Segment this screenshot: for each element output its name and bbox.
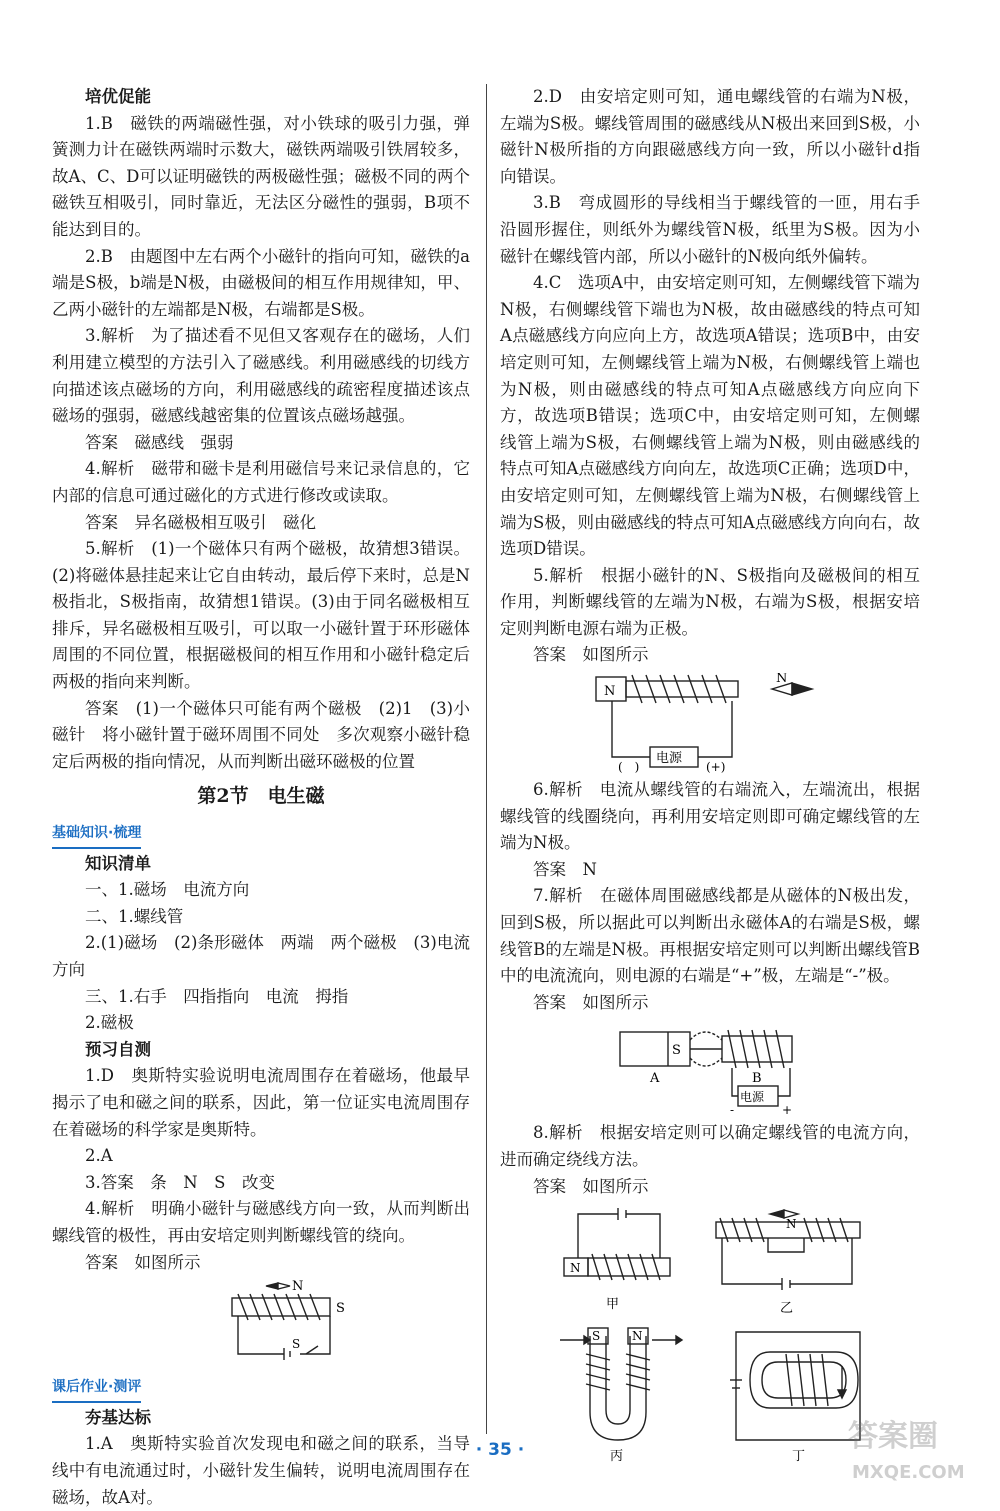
fig-r7-A: A bbox=[650, 1071, 660, 1087]
fig-r7-S: S bbox=[672, 1043, 681, 1059]
fig-r5-minus: ( ) bbox=[618, 760, 640, 774]
homework-b1: 1.A 奥斯特实验首次发现电和磁之间的联系，当导线中有电流通过时，小磁针发生偏转，说明电流周围存在磁场，故A对。 bbox=[52, 1434, 470, 1507]
answer-r6-key: 答案 N bbox=[533, 859, 597, 879]
fig-r7-minus: - bbox=[730, 1103, 735, 1117]
answer-r4: 4.C 选项A中，由安培定则可知，左侧螺线管下端为N极，右侧螺线管下端也为N极，故由磁感线的特点可知A点磁感线方向应向上方，故选项A错误；选项B中，由安培定则可知，左侧螺线管上端为N极，右侧螺线管上端也为N极，则由磁感线的特点可知A点磁感线方向应向下方，故选项B错误；选项C中，由安培定则可知，左侧螺线管上端为S极，右侧螺线管上端为N极，则由磁感线的特点可知A点磁感线方向向左，故选项C正确；选项D中，由安培定则可知，左侧螺线管上端为N极，右侧螺线管上端为S极，则由磁感线的特点可知A点磁感线方向向右，故选项D错误。 bbox=[500, 273, 920, 559]
fig-r5-plus: (+) bbox=[706, 760, 726, 774]
section-title: 第2节 电生磁 bbox=[197, 785, 325, 808]
list-line-4: 三、1.右手 四指指向 电流 拇指 bbox=[85, 986, 349, 1006]
section-bar-basics: 基础知识·梳理 bbox=[52, 820, 141, 849]
answer-p3-key: 答案 磁感线 强弱 bbox=[85, 432, 234, 452]
answer-p5-key: 答案 (1)一个磁体只可能有两个磁极 (2)1 (3)小磁针 将小磁针置于磁环周围不同处 多次观察小磁针稳定后两极的指向情况，从而判断出磁环磁极的位置 bbox=[52, 698, 470, 771]
heading-preview: 预习自测 bbox=[85, 1039, 151, 1059]
heading-peiyou: 培优促能 bbox=[85, 87, 151, 106]
list-line-1: 一、1.磁场 电流方向 bbox=[85, 880, 250, 900]
preview-q3: 3.答案 条 N S 改变 bbox=[85, 1172, 275, 1192]
fig-r5-N: N bbox=[604, 684, 616, 700]
list-line-5: 2.磁极 bbox=[85, 1013, 134, 1033]
heading-knowledge-list: 知识清单 bbox=[85, 853, 151, 873]
caption-bing: 丙 bbox=[610, 1449, 624, 1465]
answer-p2: 2.B 由题图中左右两个小磁针的指向可知，磁铁的a端是S极，b端是N极，由磁极间的相互作用规律知，甲、乙两小磁针的左端都是N极，右端都是S极。 bbox=[52, 246, 470, 319]
answer-p5: 5.解析 (1)一个磁体只有两个磁极，故猜想3错误。(2)将磁体悬挂起来让它自由转动，最后停下来时，总是N极指北，S极指南，故猜想1错误。(3)由于同名磁极相互排斥，异名磁极相互吸引，可以取一小磁针置于环形磁体周围的不同位置，根据磁极间的相互作用和小磁针稳定后两极的指向来判断。 bbox=[52, 539, 470, 692]
figure-q4-solenoid bbox=[52, 1280, 470, 1366]
column-divider bbox=[486, 84, 487, 1434]
preview-q1: 1.D 奥斯特实验说明电流周围存在着磁场，他最早揭示了电和磁之间的联系，因此，第一位证实电流周围存在着磁场的科学家是奥斯特。 bbox=[52, 1066, 470, 1139]
page-number: · 35 · bbox=[475, 1440, 525, 1460]
preview-q4: 4.解析 明确小磁针与磁感线方向一致，从而判断出螺线管的极性，再由安培定则判断螺线管的绕向。 bbox=[52, 1199, 470, 1245]
answer-r5-key: 答案 如图所示 bbox=[533, 645, 649, 665]
right-column bbox=[500, 84, 920, 1470]
caption-ding: 丁 bbox=[792, 1449, 806, 1465]
answer-r2: 2.D 由安培定则可知，通电螺线管的右端为N极，左端为S极。螺线管周围的磁感线从N极出来回到S极，小磁针N极所指的方向跟磁感线方向一致，所以小磁针d指向错误。 bbox=[500, 87, 920, 186]
heading-base: 夯基达标 bbox=[85, 1407, 151, 1427]
answer-r7-key: 答案 如图所示 bbox=[533, 992, 649, 1012]
answer-r8: 8.解析 根据安培定则可以确定螺线管的电流方向，进而确定绕线方法。 bbox=[500, 1123, 920, 1169]
answer-p3: 3.解析 为了描述看不见但又客观存在的磁场，人们利用建立模型的方法引入了磁感线。利用磁感线的切线方向描述该点磁场的方向，利用磁感线的疏密程度描述该点磁场的强弱，磁感线越密集的位置该点磁场越强。 bbox=[52, 326, 470, 426]
fig-r5-arrow-N: N bbox=[776, 673, 788, 687]
fig-r7-B: B bbox=[752, 1071, 762, 1087]
figure-r7-magnet bbox=[500, 1020, 920, 1116]
answer-r8-key: 答案 如图所示 bbox=[533, 1176, 649, 1196]
answer-p4-key: 答案 异名磁极相互吸引 磁化 bbox=[85, 512, 316, 532]
section-bar-homework: 课后作业·测评 bbox=[52, 1374, 141, 1403]
fig-q4-switch: S bbox=[292, 1337, 301, 1352]
watermark-top: 答案圈 bbox=[848, 1419, 938, 1454]
fig-r8-yi-N: N bbox=[786, 1217, 797, 1232]
preview-q2: 2.A bbox=[85, 1146, 113, 1166]
answer-r7: 7.解析 在磁体周围磁感线都是从磁体的N极出发，回到S极，所以据此可以判断出永磁体A的右端是S极，螺线管B的左端是N极。再根据安培定则可以判断出螺线管B中的电流流向，则电源的右端是“+”极，左端是“-”极。 bbox=[500, 886, 920, 986]
watermark-bottom: MXQE.COM bbox=[852, 1462, 965, 1483]
fig-r5-power: 电源 bbox=[656, 751, 683, 767]
list-line-3: 2.(1)磁场 (2)条形磁体 两端 两个磁极 (3)电流方向 bbox=[52, 933, 470, 979]
fig-r8-jia-N: N bbox=[570, 1261, 581, 1276]
fig-r8-bing-S: S bbox=[592, 1329, 601, 1344]
caption-jia: 甲 bbox=[606, 1297, 620, 1313]
answer-p1: 1.B 磁铁的两端磁性强，对小铁球的吸引力强，弹簧测力计在磁铁两端时示数大，磁铁两端吸引铁屑较多，故A、C、D可以证明磁铁的两极磁性强；磁极不同的两个磁铁互相吸引，同时靠近，无法区分磁性的强弱，B项不能达到目的。 bbox=[52, 113, 470, 239]
fig-r7-power: 电源 bbox=[740, 1090, 765, 1105]
list-line-2: 二、1.螺线管 bbox=[85, 906, 184, 926]
answer-p4: 4.解析 磁带和磁卡是利用磁信号来记录信息的，它内部的信息可通过磁化的方式进行修改或读取。 bbox=[52, 459, 470, 505]
fig-q4-S: S bbox=[336, 1301, 345, 1317]
left-column bbox=[52, 84, 470, 1511]
answer-r5: 5.解析 根据小磁针的N、S极指向及磁极间的相互作用，判断螺线管的左端为N极，右端为S极，根据安培定则判断电源右端为正极。 bbox=[500, 565, 920, 638]
answer-r3: 3.B 弯成圆形的导线相当于螺线管的一匝，用右手沿圆形握住，则纸外为螺线管N极，纸里为S极。因为小磁针在螺线管内部，所以小磁针的N极向纸外偏转。 bbox=[500, 193, 920, 266]
figure-r5-solenoid bbox=[500, 673, 920, 773]
watermark-logo bbox=[838, 1410, 978, 1490]
fig-q4-N: N bbox=[292, 1280, 304, 1295]
preview-q4-key: 答案 如图所示 bbox=[85, 1252, 201, 1272]
fig-r7-plus: + bbox=[782, 1103, 793, 1117]
caption-yi: 乙 bbox=[780, 1301, 794, 1317]
answer-r6: 6.解析 电流从螺线管的右端流入，左端流出，根据螺线管的线圈绕向，再利用安培定则即可确定螺线管的左端为N极。 bbox=[500, 780, 920, 853]
fig-r8-bing-N: N bbox=[632, 1329, 643, 1344]
